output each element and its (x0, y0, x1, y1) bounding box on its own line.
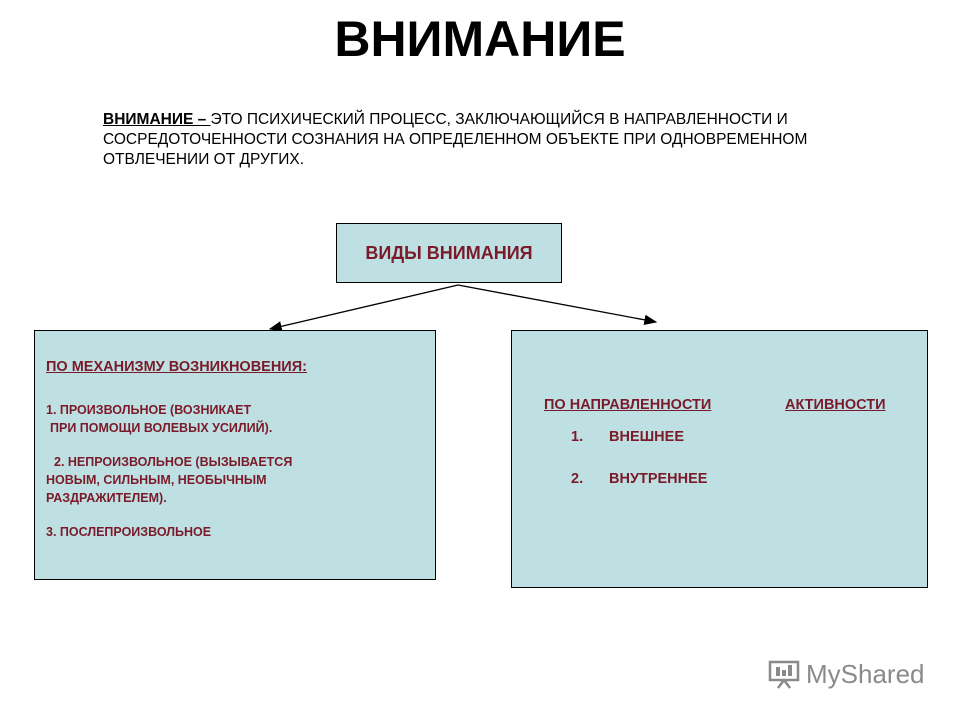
presentation-icon (768, 659, 802, 689)
watermark-logo (768, 654, 928, 694)
list-item: 1. ВНЕШНЕЕ (571, 429, 684, 445)
definition-term: ВНИМАНИЕ – (103, 111, 211, 128)
types-of-attention-box: ВИДЫ ВНИМАНИЯ (336, 223, 562, 283)
list-item: РАЗДРАЖИТЕЛЕМ). (46, 491, 167, 505)
definition-body: ЭТО ПСИХИЧЕСКИЙ ПРОЦЕСС, ЗАКЛЮЧАЮЩИЙСЯ В НАПРАВЛЕННОСТИ И СОСРЕДОТОЧЕННОСТИ СОЗНАНИЯ НА ОПРЕДЕЛЕННОМ ОБЪЕКТЕ ПРИ ОДНОВРЕМЕННОМ ОТВЛЕЧЕНИИ ОТ ДРУГИХ. (103, 111, 808, 168)
activity-heading: АКТИВНОСТИ (785, 397, 886, 413)
watermark-text: MyShared (806, 658, 925, 689)
list-item: НОВЫМ, СИЛЬНЫМ, НЕОБЫЧНЫМ (46, 473, 267, 487)
arrow-to-right-panel (458, 285, 656, 322)
mechanism-panel (34, 330, 436, 580)
mechanism-heading: ПО МЕХАНИЗМУ ВОЗНИКНОВЕНИЯ: (46, 359, 307, 375)
page-title: ВНИМАНИЕ (334, 11, 626, 67)
list-item: 2. НЕПРОИЗВОЛЬНОЕ (ВЫЗЫВАЕТСЯ (54, 455, 293, 469)
direction-panel (511, 330, 928, 588)
direction-heading: ПО НАПРАВЛЕННОСТИ (544, 397, 712, 413)
mechanism-list (46, 401, 426, 541)
arrow-to-left-panel (270, 285, 458, 329)
list-item: ПРИ ПОМОЩИ ВОЛЕВЫХ УСИЛИЙ). (50, 421, 273, 435)
direction-list (571, 429, 707, 513)
list-item: 2. ВНУТРЕННЕЕ (571, 471, 708, 487)
list-item: 3. ПОСЛЕПРОИЗВОЛЬНОЕ (46, 525, 212, 539)
list-item: 1. ПРОИЗВОЛЬНОЕ (ВОЗНИКАЕТ (46, 403, 252, 417)
